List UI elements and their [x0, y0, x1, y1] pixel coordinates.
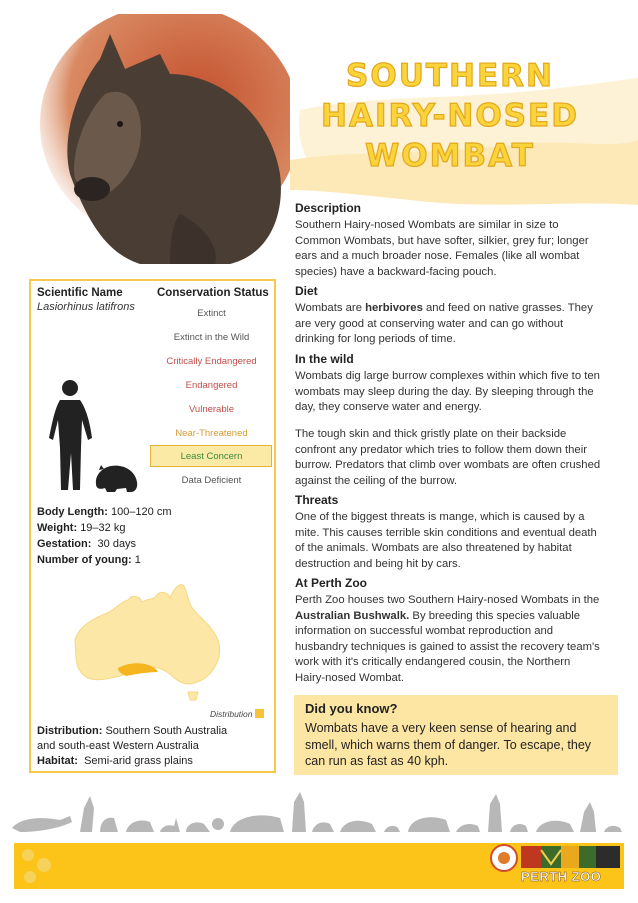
conservation-status-item: Vulnerable: [188, 404, 235, 415]
wombat-photo: [30, 14, 290, 270]
did-you-know-heading: Did you know?: [305, 701, 398, 716]
perth-zoo-text: Perth Zoo houses two Southern Hairy-nosed Wombats in the Australian Bushwalk. By breeding this species valuable information on successful wombat reproduction and husbandry techniques is gained to assist the recovery team's work with it's critically endangered cousin, the Northern Hairy-nosed Wombat.: [295, 594, 600, 684]
australia-distribution-map: [70, 580, 230, 705]
diet-heading: Diet: [295, 284, 318, 298]
perth-zoo-heading: At Perth Zoo: [295, 576, 367, 590]
distribution-fact: Distribution: Southern South Australia: [37, 725, 228, 737]
title-line-2: HAIRY-NOSED: [321, 98, 579, 134]
perth-zoo-logo-text: PERTH ZOO: [521, 869, 602, 884]
human-silhouette-icon: [48, 378, 94, 494]
gestation-fact: Gestation: 30 days: [37, 538, 137, 550]
conservation-status-item: Endangered: [185, 380, 238, 391]
scientific-name: Lasiorhinus latifrons: [37, 301, 135, 313]
in-the-wild-text-2: The tough skin and thick gristly plate on their backside confront any predator which tries to follow them down their burrow. Predators that climb over wombats are often crushed against the ceiling of the burrow.: [295, 428, 601, 487]
weight-fact: Weight: 19–32 kg: [37, 522, 126, 534]
conservation-status-item: Critically Endangered: [166, 356, 257, 367]
animal-silhouettes-strip: [0, 788, 638, 838]
perth-zoo-logo-pattern: [521, 846, 620, 868]
scientific-name-label: Scientific Name: [37, 287, 123, 299]
footer-pattern-icon: [14, 843, 62, 889]
threats-heading: Threats: [295, 493, 339, 507]
title-line-3: WOMBAT: [365, 138, 535, 174]
conservation-status-item: Near-Threatened: [175, 428, 248, 439]
description-text: Southern Hairy-nosed Wombats are similar in size to Common Wombats, but have softer, silkier, grey fur; longer ears and a much broader nose. Females (like all wombat species) have a backward-facing pouch.: [295, 219, 589, 278]
threats-text: One of the biggest threats is mange, which is caused by a mite. This causes terrible skin conditions and eventual death of the animals. Wombats are also threatened by habitat destruction and being hit by cars.: [295, 511, 597, 570]
did-you-know-text: Wombats have a very keen sense of hearing and smell, which warns them of danger. To escape, they can run as fast as 40 kph.: [305, 721, 592, 768]
body-length-fact: Body Length: 100–120 cm: [37, 506, 172, 518]
young-fact: Number of young: 1: [37, 554, 141, 566]
diet-text: Wombats are herbivores and feed on native grasses. They are very good at conserving water and can go without drinking for long periods of time.: [295, 302, 593, 345]
description-heading: Description: [295, 201, 362, 215]
conservation-status-label: Conservation Status: [157, 287, 269, 299]
conservation-status-item: Least Concern: [180, 451, 243, 462]
title-line-1: SOUTHERN: [346, 58, 554, 94]
distribution-legend-label: Distribution: [210, 709, 253, 719]
distribution-fact-line2: and south-east Western Australia: [37, 740, 199, 752]
wa-government-crest-icon: [489, 843, 519, 873]
distribution-legend-swatch: [255, 709, 264, 718]
conservation-status-item: Extinct in the Wild: [173, 332, 250, 343]
in-the-wild-heading: In the wild: [295, 352, 354, 366]
conservation-status-item: Data Deficient: [181, 475, 242, 486]
wombat-silhouette-icon: [93, 462, 138, 494]
conservation-status-item: Extinct: [197, 308, 226, 319]
habitat-fact: Habitat: Semi-arid grass plains: [37, 755, 193, 767]
in-the-wild-text: Wombats dig large burrow complexes within which five to ten wombats may sleep during the day. By sleeping through the day, they conserve water and energy.: [295, 370, 600, 413]
